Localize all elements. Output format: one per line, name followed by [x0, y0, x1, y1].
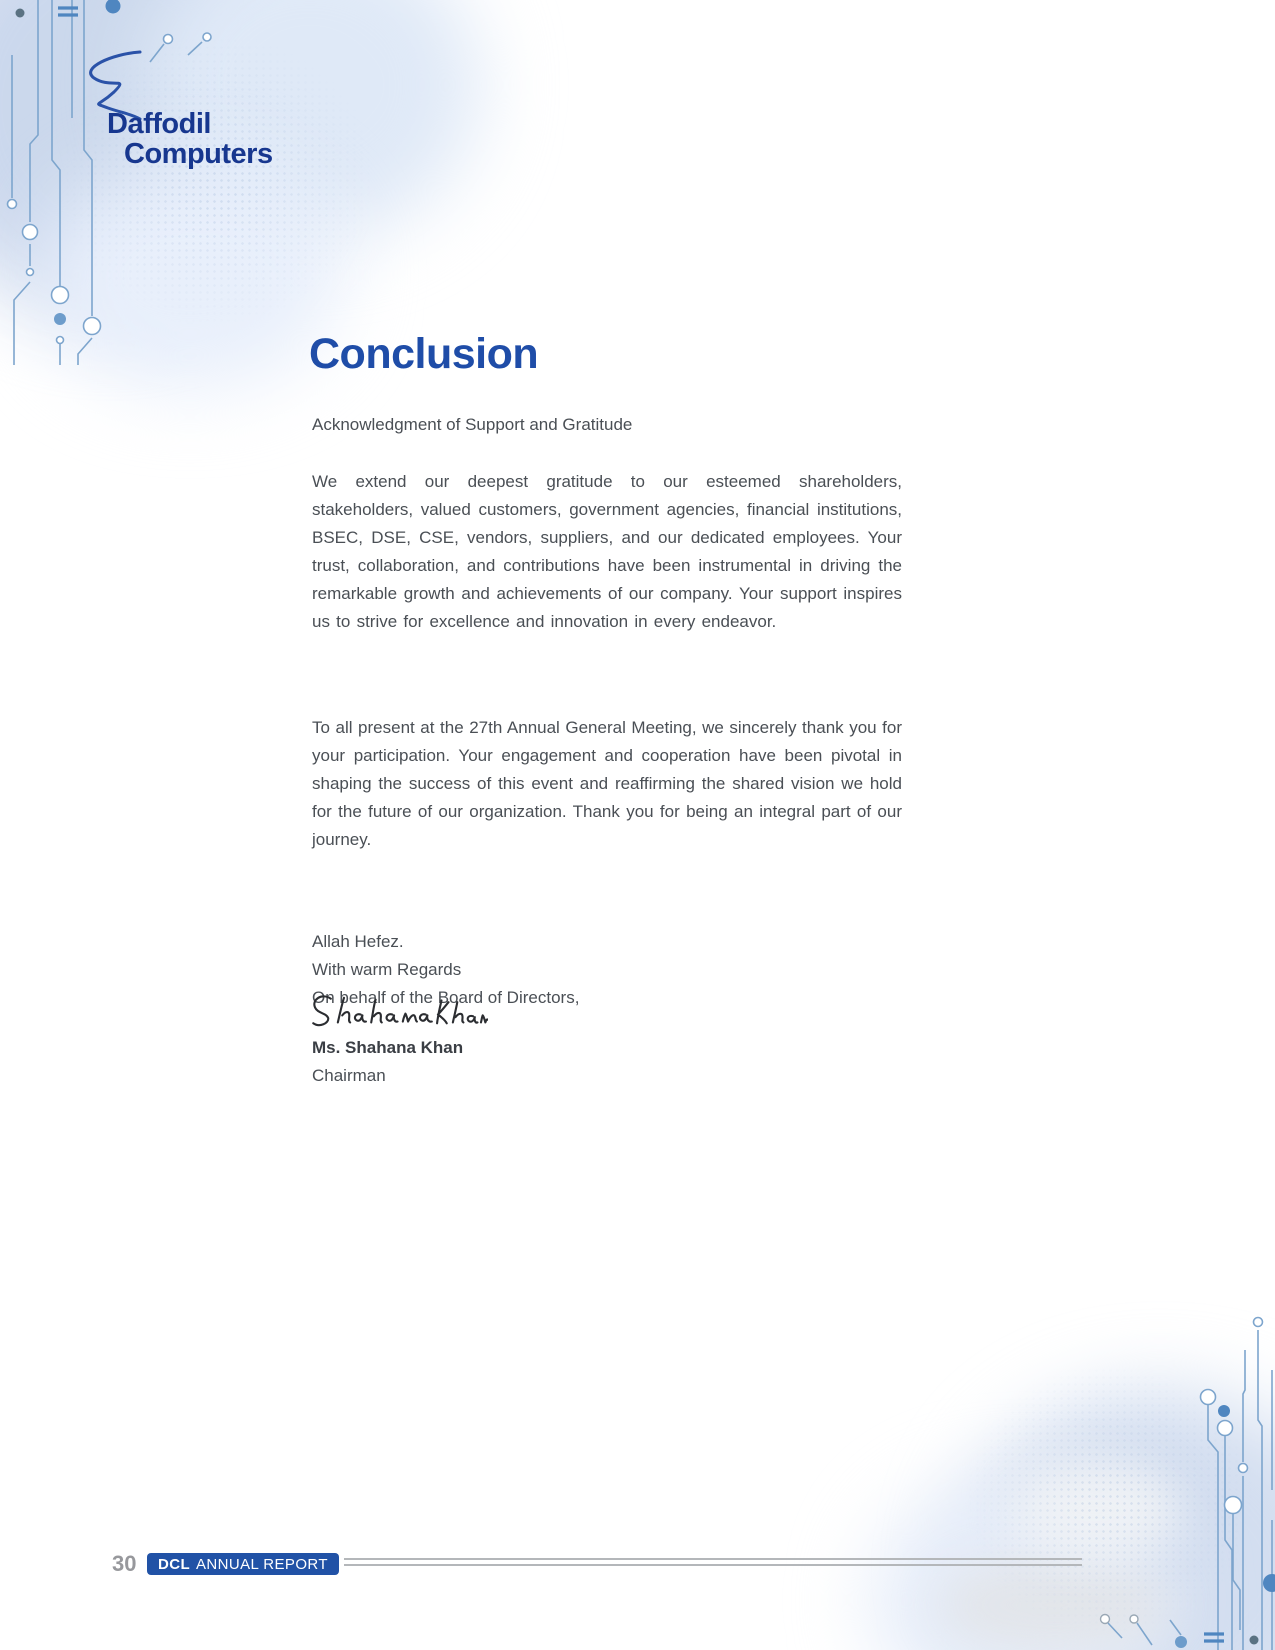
- signature-handwriting-icon: [308, 988, 488, 1034]
- footer-report-badge: [147, 1553, 339, 1575]
- logo-wordmark-line2: Computers: [124, 138, 273, 170]
- body-paragraph-1: We extend our deepest gratitude to our esteemed shareholders, stakeholders, valued customers, government agencies, financial institutions, BSEC, DSE, CSE, vendors, suppliers, and our dedicated employees. Your trust, collaboration, and contributions have been instrumental in driving the remarkable growth and achievements of our company. Your support inspires us to strive for excellence and innovation in every endeavor.: [312, 472, 902, 631]
- page-number: 30: [112, 1551, 137, 1576]
- footer-badge-brand: DCL: [158, 1555, 191, 1573]
- page-title: Conclusion: [309, 330, 539, 378]
- halftone-texture: [960, 1360, 1260, 1640]
- signoff-line-3: On behalf of the Board of Directors,: [312, 988, 580, 1007]
- logo-wordmark-line1: Daffodil: [107, 108, 211, 140]
- signoff-line-2: With warm Regards: [312, 960, 462, 979]
- subtitle: Acknowledgment of Support and Gratitude: [312, 415, 633, 434]
- halftone-texture: [50, 30, 380, 330]
- signatory-title: Chairman: [312, 1066, 386, 1085]
- signatory-name: Ms. Shahana Khan: [312, 1038, 464, 1057]
- footer-double-rule: [344, 1558, 1082, 1566]
- signoff-line-1: Allah Hefez.: [312, 932, 404, 951]
- footer-badge-label: ANNUAL REPORT: [196, 1555, 328, 1573]
- body-paragraph-2: To all present at the 27th Annual General Meeting, we sincerely thank you for your participation. Your engagement and cooperation have been pivotal in shaping the success of this event and reaffirming the shared vision we hold for the future of our organization. Thank you for being an integral part of our journey.: [312, 718, 902, 849]
